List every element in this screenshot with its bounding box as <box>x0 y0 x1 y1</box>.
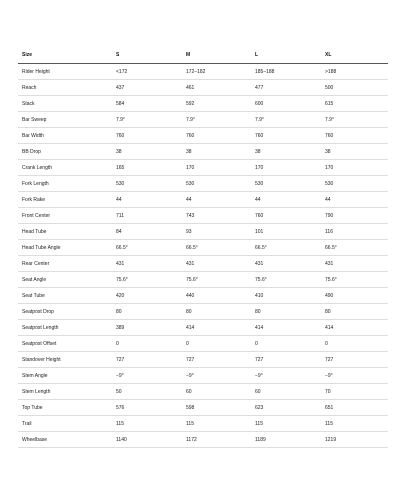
table-cell: 38 <box>112 144 182 160</box>
table-row <box>18 400 388 416</box>
table-cell: 743 <box>182 208 251 224</box>
table-cell: 790 <box>321 208 388 224</box>
table-row <box>18 176 388 192</box>
table-cell: 600 <box>251 96 321 112</box>
table-cell: 38 <box>321 144 388 160</box>
table-cell: 66.5° <box>112 240 182 256</box>
row-label: Seat Tube <box>18 288 112 304</box>
table-cell: 75.6° <box>112 272 182 288</box>
table-cell: 66.5° <box>251 240 321 256</box>
table-cell: 170 <box>182 160 251 176</box>
table-cell: 530 <box>251 176 321 192</box>
row-label: Wheelbase <box>18 432 112 448</box>
row-label: Rider Height <box>18 64 112 80</box>
table-cell: 437 <box>112 80 182 96</box>
table-cell: 431 <box>112 256 182 272</box>
table-cell: −9° <box>251 368 321 384</box>
table-cell: 760 <box>251 128 321 144</box>
row-label: Seatpost Length <box>18 320 112 336</box>
table-cell: 75.6° <box>251 272 321 288</box>
table-cell: 80 <box>112 304 182 320</box>
row-label: Seat Angle <box>18 272 112 288</box>
table-cell: 84 <box>112 224 182 240</box>
table-row <box>18 144 388 160</box>
table-cell: −9° <box>112 368 182 384</box>
table-row <box>18 384 388 400</box>
table-cell: >188 <box>321 64 388 80</box>
table-row <box>18 368 388 384</box>
table-cell: 760 <box>112 128 182 144</box>
row-label: Trail <box>18 416 112 432</box>
table-cell: 66.5° <box>182 240 251 256</box>
table-cell: 461 <box>182 80 251 96</box>
table-cell: 651 <box>321 400 388 416</box>
table-cell: 115 <box>321 416 388 432</box>
header-l: L <box>251 46 321 64</box>
row-label: Head Tube <box>18 224 112 240</box>
table-cell: 431 <box>251 256 321 272</box>
row-label: Stem Angle <box>18 368 112 384</box>
table-cell: 592 <box>182 96 251 112</box>
table-cell: 431 <box>321 256 388 272</box>
table-row <box>18 352 388 368</box>
table-row <box>18 192 388 208</box>
table-cell: 115 <box>182 416 251 432</box>
row-label: Crank Length <box>18 160 112 176</box>
table-cell: 1140 <box>112 432 182 448</box>
table-cell: 410 <box>251 288 321 304</box>
table-row <box>18 112 388 128</box>
table-cell: 44 <box>251 192 321 208</box>
table-row <box>18 288 388 304</box>
table-cell: 44 <box>321 192 388 208</box>
table-cell: 170 <box>251 160 321 176</box>
table-row <box>18 160 388 176</box>
table-cell: 116 <box>321 224 388 240</box>
table-row <box>18 304 388 320</box>
table-row <box>18 240 388 256</box>
table-cell: 44 <box>182 192 251 208</box>
table-row <box>18 224 388 240</box>
table-header-row <box>18 46 388 64</box>
table-row <box>18 96 388 112</box>
header-size: Size <box>18 46 112 64</box>
table-cell: 50 <box>112 384 182 400</box>
row-label: Fork Length <box>18 176 112 192</box>
table-cell: 75.6° <box>182 272 251 288</box>
table-cell: 80 <box>251 304 321 320</box>
table-cell: 727 <box>112 352 182 368</box>
table-cell: 38 <box>251 144 321 160</box>
geometry-table-container <box>18 46 388 448</box>
table-cell: 598 <box>182 400 251 416</box>
table-cell: 101 <box>251 224 321 240</box>
table-cell: 93 <box>182 224 251 240</box>
table-row <box>18 80 388 96</box>
table-cell: 1219 <box>321 432 388 448</box>
table-cell: 530 <box>321 176 388 192</box>
table-cell: 7.9° <box>251 112 321 128</box>
table-cell: 414 <box>321 320 388 336</box>
header-m: M <box>182 46 251 64</box>
table-cell: 7.9° <box>321 112 388 128</box>
table-cell: 38 <box>182 144 251 160</box>
table-cell: 440 <box>182 288 251 304</box>
table-cell: −9° <box>321 368 388 384</box>
table-cell: 477 <box>251 80 321 96</box>
table-row <box>18 336 388 352</box>
table-cell: 490 <box>321 288 388 304</box>
table-cell: 0 <box>321 336 388 352</box>
table-cell: 414 <box>182 320 251 336</box>
table-row <box>18 128 388 144</box>
table-cell: 530 <box>112 176 182 192</box>
table-cell: 70 <box>321 384 388 400</box>
table-cell: 530 <box>182 176 251 192</box>
table-cell: 115 <box>251 416 321 432</box>
table-cell: 431 <box>182 256 251 272</box>
row-label: Rear Center <box>18 256 112 272</box>
table-row <box>18 416 388 432</box>
table-cell: 727 <box>251 352 321 368</box>
table-cell: 80 <box>321 304 388 320</box>
row-label: Head Tube Angle <box>18 240 112 256</box>
table-cell: 185–188 <box>251 64 321 80</box>
table-cell: 727 <box>321 352 388 368</box>
row-label: Bar Sweep <box>18 112 112 128</box>
table-cell: 760 <box>321 128 388 144</box>
table-cell: 0 <box>251 336 321 352</box>
header-s: S <box>112 46 182 64</box>
row-label: Fork Rake <box>18 192 112 208</box>
table-cell: 500 <box>321 80 388 96</box>
row-label: Reach <box>18 80 112 96</box>
table-cell: 80 <box>182 304 251 320</box>
table-cell: 0 <box>182 336 251 352</box>
table-cell: 576 <box>112 400 182 416</box>
row-label: Stem Length <box>18 384 112 400</box>
row-label: Top Tube <box>18 400 112 416</box>
table-row <box>18 320 388 336</box>
table-cell: 623 <box>251 400 321 416</box>
table-row <box>18 432 388 448</box>
table-cell: 115 <box>112 416 182 432</box>
table-cell: 60 <box>182 384 251 400</box>
table-cell: 172–182 <box>182 64 251 80</box>
table-cell: 584 <box>112 96 182 112</box>
table-cell: 414 <box>251 320 321 336</box>
table-cell: 760 <box>251 208 321 224</box>
table-cell: 7.9° <box>182 112 251 128</box>
table-cell: 615 <box>321 96 388 112</box>
row-label: Seatpost Drop <box>18 304 112 320</box>
table-cell: 1189 <box>251 432 321 448</box>
row-label: Front Center <box>18 208 112 224</box>
row-label: Stack <box>18 96 112 112</box>
table-row <box>18 64 388 80</box>
table-cell: 1172 <box>182 432 251 448</box>
table-cell: 66.5° <box>321 240 388 256</box>
table-cell: 7.9° <box>112 112 182 128</box>
row-label: BB Drop <box>18 144 112 160</box>
table-cell: −9° <box>182 368 251 384</box>
table-cell: 760 <box>182 128 251 144</box>
table-cell: 389 <box>112 320 182 336</box>
table-cell: 0 <box>112 336 182 352</box>
header-xl: XL <box>321 46 388 64</box>
table-row <box>18 272 388 288</box>
table-cell: <172 <box>112 64 182 80</box>
geometry-table <box>18 46 388 448</box>
row-label: Standover Height <box>18 352 112 368</box>
table-cell: 165 <box>112 160 182 176</box>
table-row <box>18 256 388 272</box>
row-label: Bar Width <box>18 128 112 144</box>
table-cell: 420 <box>112 288 182 304</box>
table-cell: 727 <box>182 352 251 368</box>
table-cell: 44 <box>112 192 182 208</box>
table-cell: 60 <box>251 384 321 400</box>
table-cell: 75.6° <box>321 272 388 288</box>
table-body <box>18 64 388 448</box>
table-cell: 170 <box>321 160 388 176</box>
table-row <box>18 208 388 224</box>
row-label: Seatpost Offset <box>18 336 112 352</box>
table-cell: 711 <box>112 208 182 224</box>
